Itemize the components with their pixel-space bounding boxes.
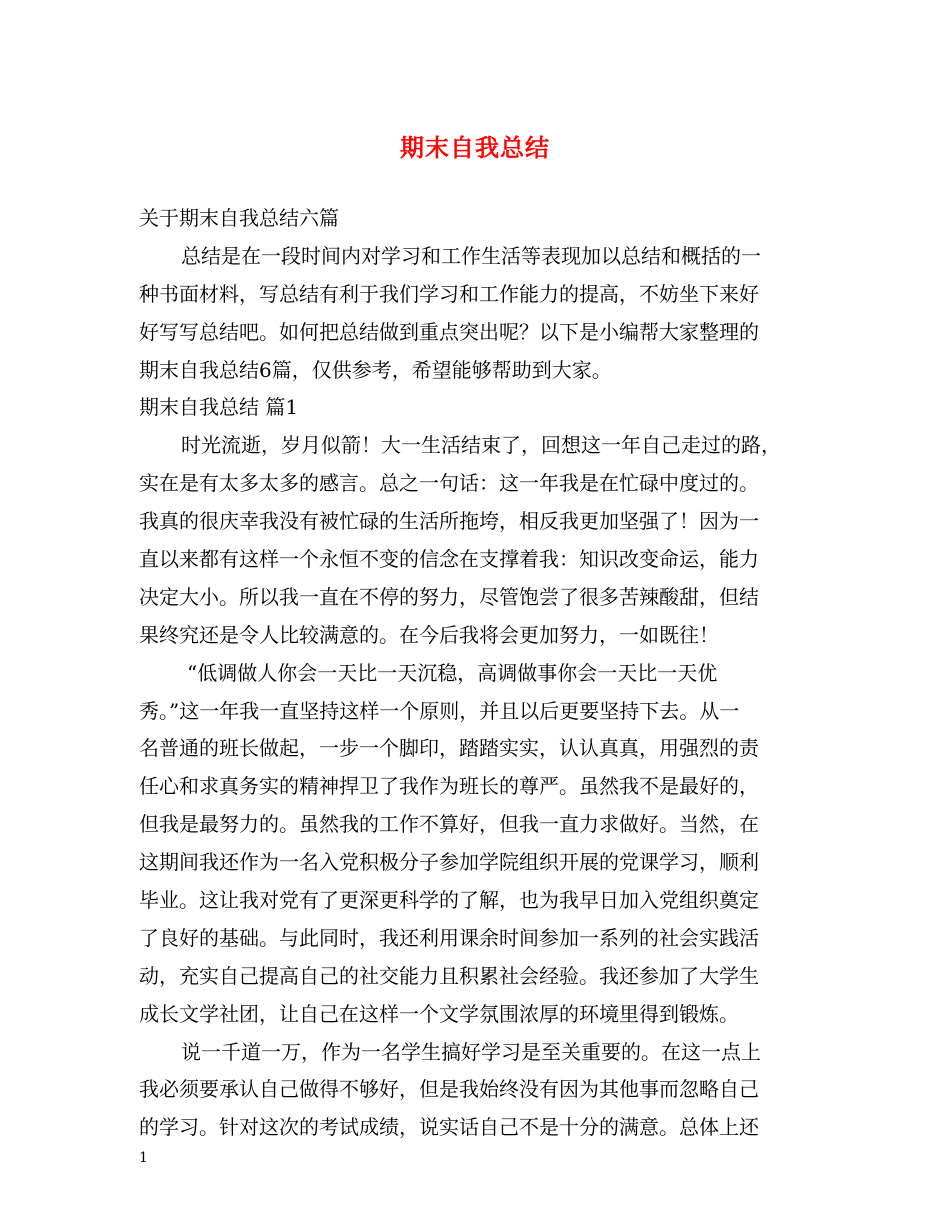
paragraph-line: 说一千道一万，作为一名学生搞好学习是至关重要的。在这一点上 <box>181 1039 761 1064</box>
paragraph-line: 了良好的基础。与此同时，我还利用课余时间参加一系列的社会实践活 <box>139 925 759 950</box>
paragraph-line: 动，充实自己提高自己的社交能力且积累社会经验。我还参加了大学生 <box>139 963 759 988</box>
paragraph-line: 名普通的班长做起，一步一个脚印，踏踏实实，认认真真，用强烈的责 <box>139 736 759 761</box>
paragraph-line: 期末自我总结6篇，仅供参考，希望能够帮助到大家。 <box>139 357 612 382</box>
paragraph-line: 直以来都有这样一个永恒不变的信念在支撑着我：知识改变命运，能力 <box>139 547 759 572</box>
paragraph-line: 时光流逝，岁月似箭！大一生活结束了，回想这一年自己走过的路， <box>181 433 781 458</box>
paragraph-line: 实在是有太多太多的感言。总之一句话：这一年我是在忙碌中度过的。 <box>139 471 759 496</box>
paragraph-line: 的学习。针对这次的考试成绩，说实话自己不是十分的满意。总体上还 <box>139 1115 759 1140</box>
paragraph-line: 我真的很庆幸我没有被忙碌的生活所拖垮，相反我更加坚强了！因为一 <box>139 509 759 534</box>
document-title: 期末自我总结 <box>400 133 550 162</box>
paragraph-line: 秀。”这一年我一直坚持这样一个原则，并且以后更要坚持下去。从一 <box>139 698 740 723</box>
paragraph-line: 任心和求真务实的精神捍卫了我作为班长的尊严。虽然我不是最好的， <box>139 774 759 799</box>
paragraph-line: “低调做人你会一天比一天沉稳，高调做事你会一天比一天优 <box>187 660 718 685</box>
paragraph-line: 成长文学社团，让自己在这样一个文学氛围浓厚的环境里得到锻炼。 <box>139 1001 739 1026</box>
document-body <box>139 200 819 1147</box>
paragraph-line: 这期间我还作为一名入党积极分子参加学院组织开展的党课学习，顺利 <box>139 850 759 875</box>
section-heading: 期末自我总结 篇1 <box>139 395 299 420</box>
subtitle-line: 关于期末自我总结六篇 <box>139 206 339 230</box>
page-number: 1 <box>139 1150 148 1166</box>
paragraph-line: 但我是最努力的。虽然我的工作不算好，但我一直力求做好。当然，在 <box>139 812 759 837</box>
paragraph-line: 果终究还是令人比较满意的。在今后我将会更加努力，一如既往！ <box>139 622 719 647</box>
paragraph-line: 好写写总结吧。如何把总结做到重点突出呢？以下是小编帮大家整理的 <box>139 319 759 344</box>
paragraph-line: 种书面材料，写总结有利于我们学习和工作能力的提高，不妨坐下来好 <box>139 281 759 306</box>
paragraph-line: 总结是在一段时间内对学习和工作生活等表现加以总结和概括的一 <box>181 243 761 268</box>
paragraph-line: 毕业。这让我对党有了更深更科学的了解，也为我早日加入党组织奠定 <box>139 888 759 913</box>
paragraph-line: 我必须要承认自己做得不够好，但是我始终没有因为其他事而忽略自己 <box>139 1077 759 1102</box>
paragraph-line: 决定大小。所以我一直在不停的努力，尽管饱尝了很多苦辣酸甜，但结 <box>139 584 759 609</box>
